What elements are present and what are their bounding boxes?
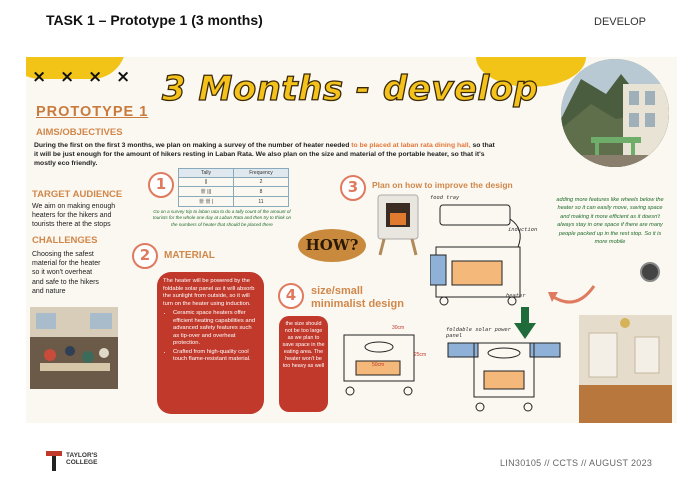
food-tray-label: food tray (430, 195, 460, 201)
mountain-photo (561, 59, 669, 167)
how-bubble: HOW? (298, 229, 366, 262)
curved-arrow-icon (546, 282, 596, 315)
tally-cell: 卌 ||| (179, 187, 234, 197)
heater-photo (372, 189, 424, 259)
target-audience-text: We aim on making enough heaters for the hikers and tourists there at the stops (32, 203, 116, 229)
aims-text-part: During the first on the first 3 months, we plan on making a survey of the number of heater needed (34, 142, 352, 149)
size-heading (311, 285, 404, 310)
heater-label: heater (506, 293, 526, 299)
board-headline: 3 Months - develop (162, 69, 539, 109)
dimension-label: 25cm (414, 352, 427, 358)
survey-note: Go on a survey trip to laban rata to do a tally count of the amount of tourists for the whole one day at Laban Rata and then try to think on the numbers of heater that should be placed there (152, 209, 292, 227)
section-label: DEVELOP (594, 16, 646, 28)
dimension-label: 50cm (372, 362, 385, 368)
tally-header: Tally (179, 169, 234, 178)
size-sketch (334, 325, 444, 405)
step-1-badge: 1 (148, 172, 174, 198)
step-3-badge: 3 (340, 175, 366, 201)
material-box (157, 272, 264, 414)
presentation-board (26, 57, 677, 423)
logo-line: TAYLOR'S (66, 452, 98, 459)
solar-panel-label: foldable solar power panel (446, 327, 511, 339)
solar-heater-sketch (444, 337, 564, 417)
aims-heading: AIMS/OBJECTIVES (36, 127, 123, 138)
improve-design-heading: Plan on how to improve the design (372, 180, 513, 190)
x-mark-icon: × (32, 67, 47, 87)
frequency-header: Frequency (234, 169, 289, 178)
material-list (163, 310, 258, 364)
footer-code: LIN30105 // CCTS // AUGUST 2023 (500, 458, 653, 468)
challenges-heading: CHALLENGES (32, 235, 98, 246)
x-mark-icon: × (88, 67, 103, 87)
prototype-heading: PROTOTYPE 1 (36, 104, 149, 120)
frequency-cell: 11 (234, 197, 289, 207)
aims-text (34, 141, 498, 169)
page-title: TASK 1 – Prototype 1 (3 months) (46, 12, 263, 28)
material-intro: The heater will be powered by the foldable solar panel as it will absorb the sunlight from outside, so it will turn on the heater using induction. (163, 278, 255, 307)
material-bullet: • Ceramic space heaters offer efficient heating capabilities and advanced safety features such as tip-over and overheat protection. (173, 310, 258, 348)
college-logo-text (66, 452, 98, 466)
size-heading-line: size/small (311, 285, 363, 297)
x-mark-icon: × (116, 67, 131, 87)
aims-text-highlight: to be placed at laban rata dining hall, (351, 142, 471, 149)
material-bullet: • Crafted from high-quality cool touch flame-resistant material. (173, 349, 258, 364)
material-heading: MATERIAL (164, 250, 215, 261)
frequency-cell: 2 (234, 178, 289, 187)
size-heading-line: minimalist design (311, 297, 404, 310)
step-4-badge: 4 (278, 283, 304, 309)
challenges-text: Choosing the safest material for the heater so it won't overheat and safe to the hikers and nature (32, 251, 101, 295)
logo-line: COLLEGE (66, 459, 98, 467)
dimension-label: 30cm (392, 325, 405, 331)
target-audience-heading: TARGET AUDIENCE (32, 189, 123, 200)
tally-cell: 卌 卌 | (179, 197, 234, 207)
improvement-note: adding more features like wheels below the heater so it can easily move, saving space and making it more efficient as it doesn't always stay in one space if there are many people packed up in the rest stop. So it is more mobile (556, 197, 664, 245)
size-box: the size should not be too large as we plan to save space in the eating area. The heater won't be too heavy as well (279, 316, 328, 412)
step-2-badge: 2 (132, 243, 158, 269)
x-mark-icon: × (60, 67, 75, 87)
dining-hall-photo (30, 307, 118, 389)
frequency-cell: 8 (234, 187, 289, 197)
tally-cell: || (179, 178, 234, 187)
tally-table (178, 168, 289, 207)
heater-sketch (430, 189, 540, 309)
room-photo (579, 315, 672, 423)
college-logo-icon (46, 451, 62, 471)
aims-text-part: so that it will be just enough for the amount of hikers resting in Laban Rata. We also plan on the size and material of the portable heater, so that it's mostly eco friendly. (34, 142, 495, 168)
wheel-icon (640, 262, 660, 282)
induction-label: induction (508, 227, 538, 233)
